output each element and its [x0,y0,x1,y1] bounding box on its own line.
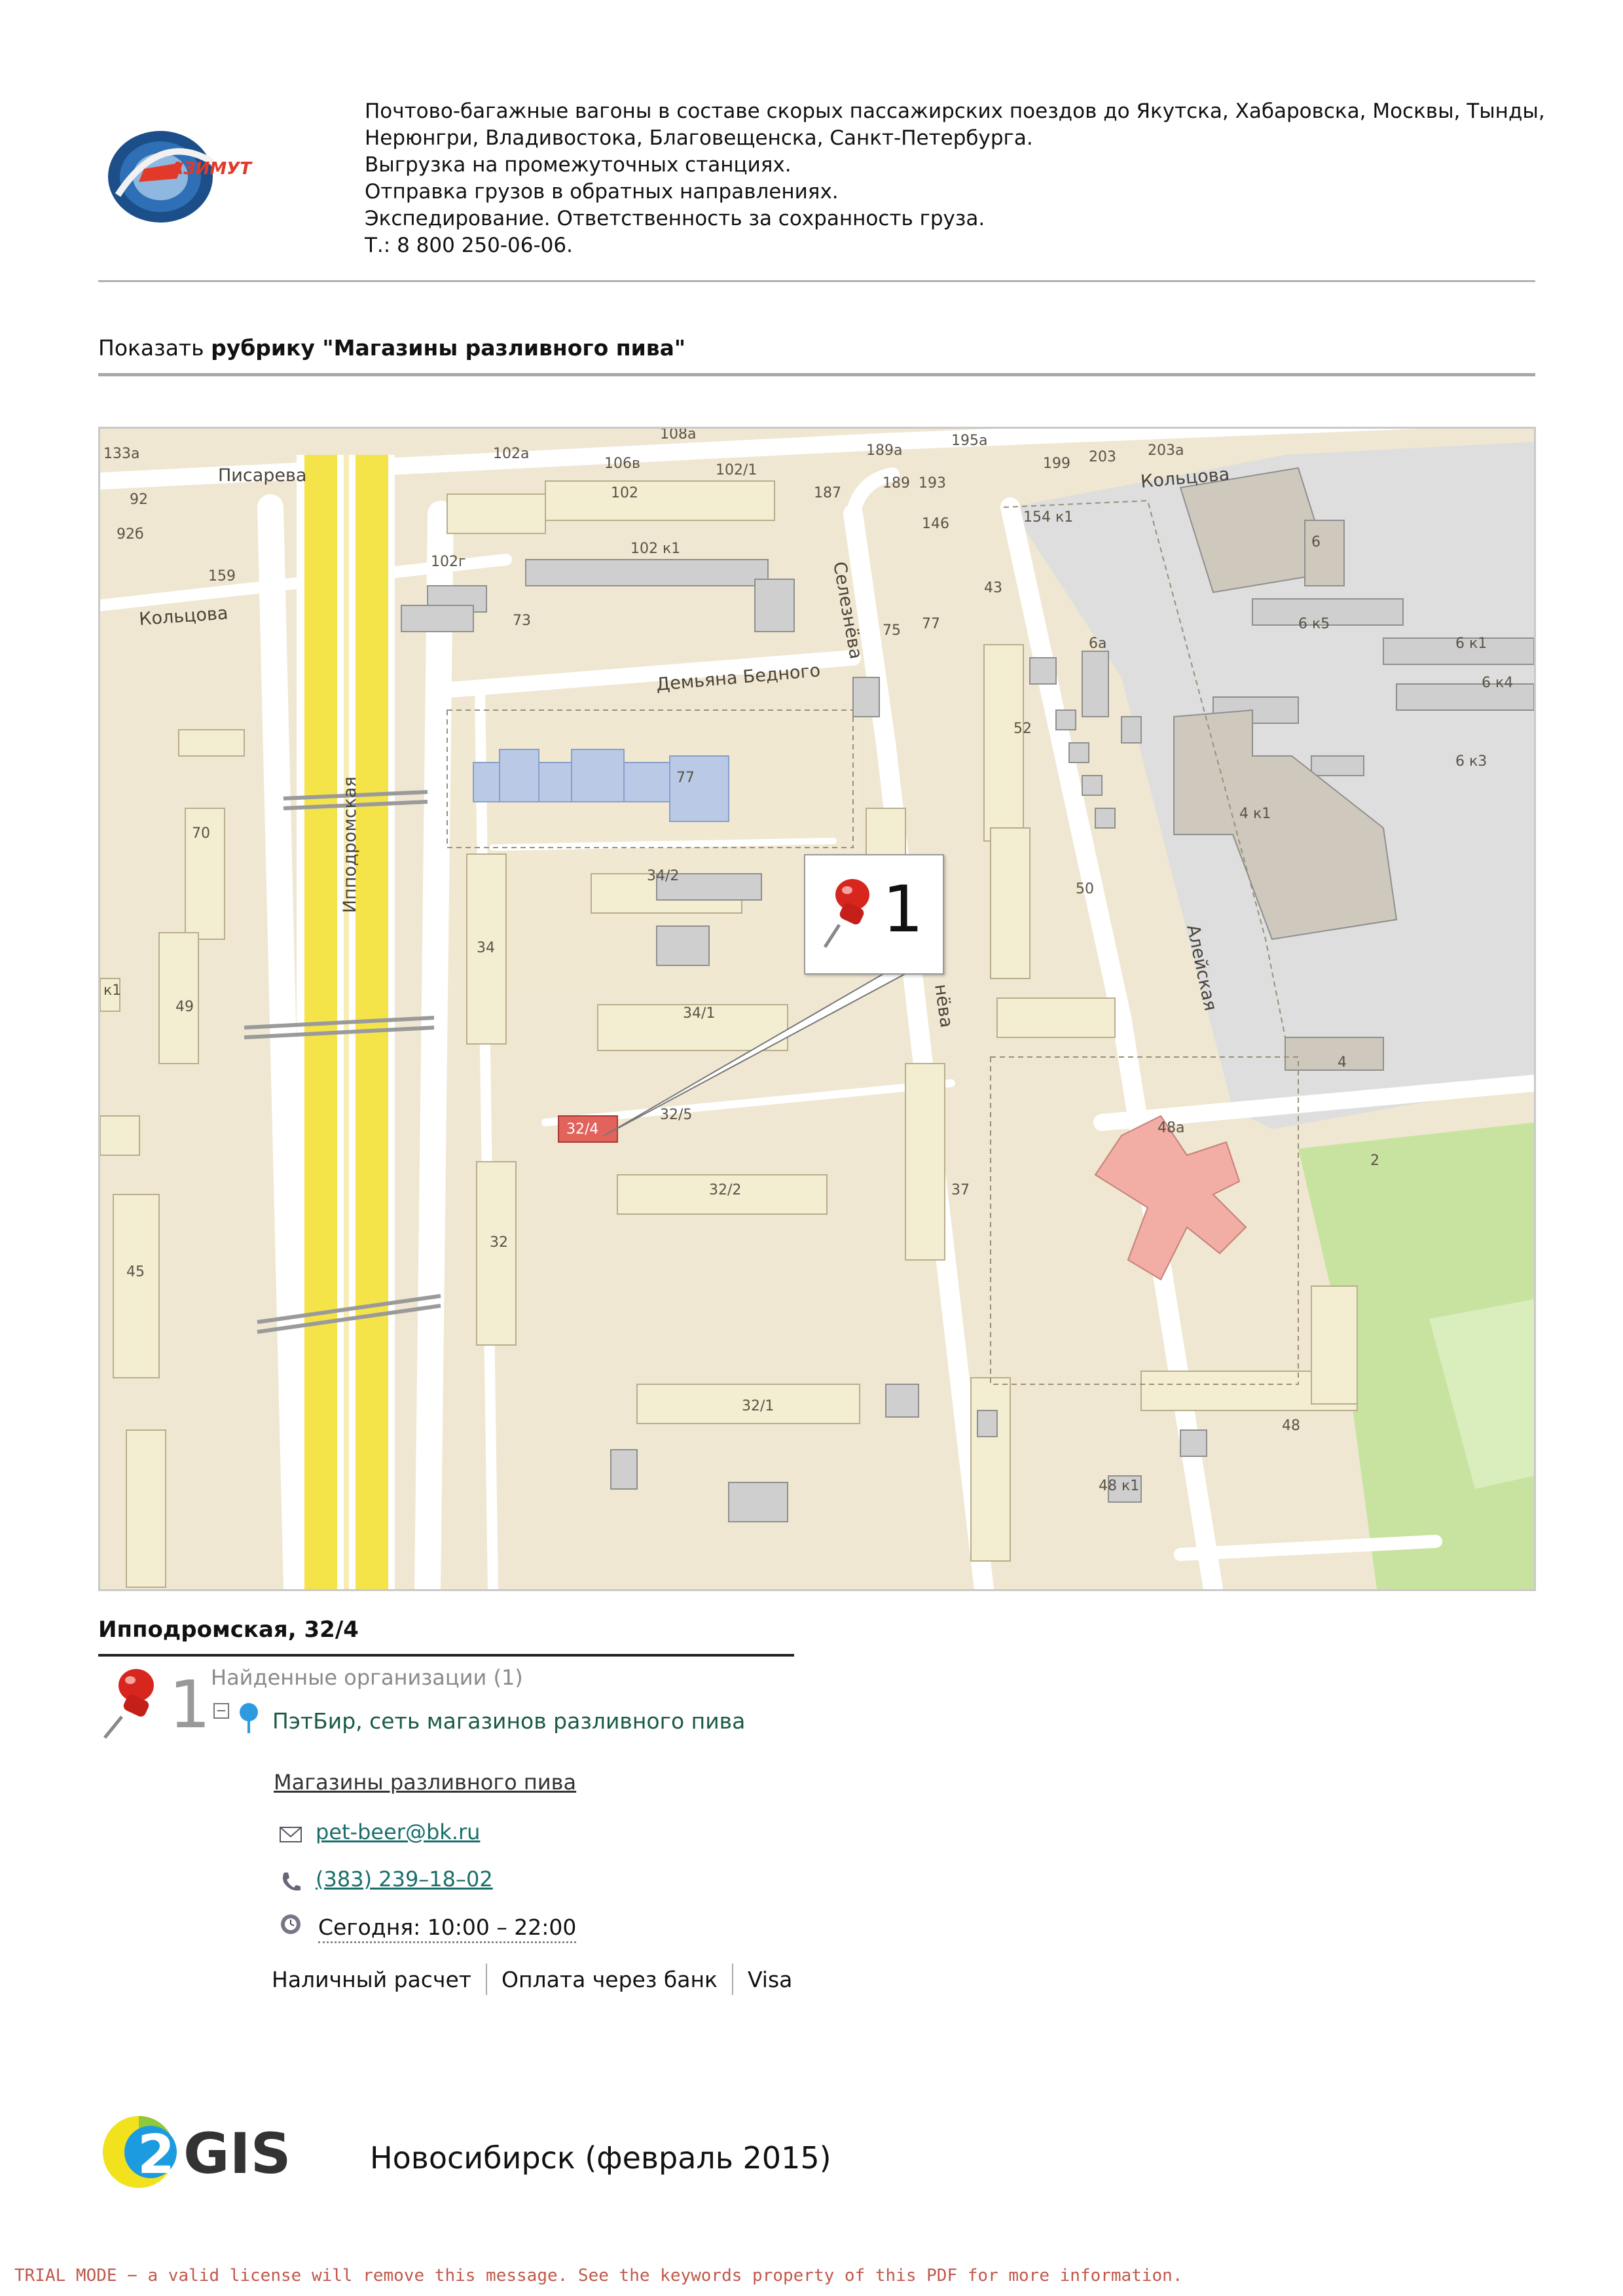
email-link[interactable]: pet-beer@bk.ru [316,1820,481,1844]
building-number: 70 [192,825,210,842]
building-number: 6 к5 [1298,616,1330,632]
building-number: 6 к1 [1455,636,1487,652]
building-number: 43 [984,580,1002,596]
found-organizations-label: Найденные организации (1) [211,1665,523,1690]
building-number: 203а [1148,442,1184,459]
payment-methods [272,1964,807,1995]
building-number: 48 [1282,1418,1300,1434]
location-drop-icon [237,1702,261,1734]
pushpin-icon [820,874,882,952]
divider [98,1654,794,1657]
building-number: 108а [660,429,697,442]
logo-wordmark: GIS [183,2121,288,2187]
building-number: 77 [676,770,695,786]
building-number: 154 к1 [1023,509,1074,526]
building-number: 48а [1158,1120,1185,1136]
building-number: 32 [490,1234,508,1251]
building-number: 34 [477,940,495,956]
building-number: 195а [951,433,988,449]
building-number: 2 [1370,1153,1379,1169]
pushpin-icon [98,1666,170,1741]
working-hours[interactable]: Сегодня: 10:00 – 22:00 [318,1914,576,1943]
2gis-logo [98,2106,288,2195]
payment-method: Оплата через банк [501,1966,718,1992]
logo-digit: 2 [137,2124,175,2186]
building-number: 32/2 [709,1182,742,1198]
map-marker-callout[interactable] [804,854,944,975]
street-label: нёва [930,982,957,1030]
ad-line: Отправка грузов в обратных направлениях. [365,180,839,204]
city-edition: Новосибирск (февраль 2015) [370,2140,831,2176]
building-number: 77 [922,616,940,632]
clock-icon [278,1911,304,1937]
building-number: 37 [951,1182,970,1198]
building-number: 133а [103,446,140,462]
phone-icon [278,1869,304,1895]
street-label: Алейская [1182,923,1221,1013]
building-number: 203 [1089,449,1116,465]
divider [98,280,1535,282]
building-number: 75 [883,622,901,639]
building-number: 189 [883,475,910,492]
phone-link[interactable]: (383) 239–18–02 [316,1867,493,1892]
building-number: 102 к1 [630,541,681,557]
building-number: 73 [513,613,531,629]
building-number: 4 [1338,1054,1347,1071]
street-label: Кольцова [1139,464,1231,492]
logo-wordmark: АЗИМУТ [170,159,252,179]
building-number: 48 к1 [1099,1478,1140,1494]
ad-line: Т.: 8 800 250-06-06. [365,234,573,257]
mail-icon [278,1821,304,1847]
building-number: 4 к1 [1239,806,1271,822]
building-number: 187 [814,485,841,501]
building-number: 6 к3 [1455,753,1487,770]
building-number: 34/1 [683,1005,716,1022]
building-number: 6а [1089,636,1107,652]
street-label: Писарева [218,465,307,486]
address-heading: Ипподромская, 32/4 [98,1617,359,1643]
building-number: 146 [922,516,949,532]
street-label: Селезнёва [829,560,866,661]
building-number: 92 [130,492,148,508]
building-number: 193 [919,475,946,492]
rubric-link[interactable]: рубрику "Магазины разливного пива" [211,335,686,361]
building-number: 45 [126,1264,145,1280]
ad-line: Почтово-багажные вагоны в составе скорых пассажирских поездов до Якутска, Хабаровска, Москвы, Тынды, [365,99,1545,123]
ad-line: Выгрузка на промежуточных станциях. [365,153,792,177]
result-number: 1 [169,1666,211,1743]
street-label: Ипподромская [340,776,360,913]
building-number: 159 [208,568,236,584]
ad-line: Экспедирование. Ответственность за сохранность груза. [365,207,985,230]
building-number: 199 [1043,456,1070,472]
payment-method: Visa [747,1966,793,1992]
building-number: 34/2 [647,868,680,884]
building-number: 52 [1013,721,1032,737]
divider [98,373,1535,376]
map-view[interactable] [98,427,1536,1591]
building-number: 32/1 [742,1398,775,1414]
building-number: 189а [866,442,903,459]
building-number: 92б [117,526,144,543]
building-number: 49 [175,999,194,1015]
marker-number: 1 [883,872,924,947]
street-label: Демьяна Бедного [655,660,822,695]
building-number: 102/1 [716,462,757,478]
building-number: к1 [103,982,122,999]
trial-watermark: TRIAL MODE − a valid license will remove this message. See the keywords property of this PDF for more information. [14,2266,1183,2286]
rubric-prefix: Показать [98,335,204,361]
building-number: 50 [1076,881,1094,897]
organization-name[interactable]: ПэтБир, сеть магазинов разливного пива [272,1708,746,1734]
building-number: 32/4 [566,1121,599,1138]
building-number: 6 [1311,534,1321,550]
street-label: Кольцова [138,603,229,630]
azimut-logo [98,117,282,234]
payment-method: Наличный расчет [272,1966,471,1992]
advertisement-text [365,98,1543,259]
rubric-bar [98,335,685,361]
category-link[interactable]: Магазины разливного пива [274,1770,577,1795]
collapse-toggle[interactable]: − [213,1703,229,1719]
building-number: 102г [431,554,466,570]
building-number: 106в [604,456,640,472]
building-number: 102 [611,485,638,501]
building-number: 6 к4 [1482,675,1514,691]
building-number: 32/5 [660,1107,693,1123]
building-number: 102а [493,446,530,462]
ad-line: Нерюнгри, Владивостока, Благовещенска, Санкт-Петербурга. [365,126,1033,150]
